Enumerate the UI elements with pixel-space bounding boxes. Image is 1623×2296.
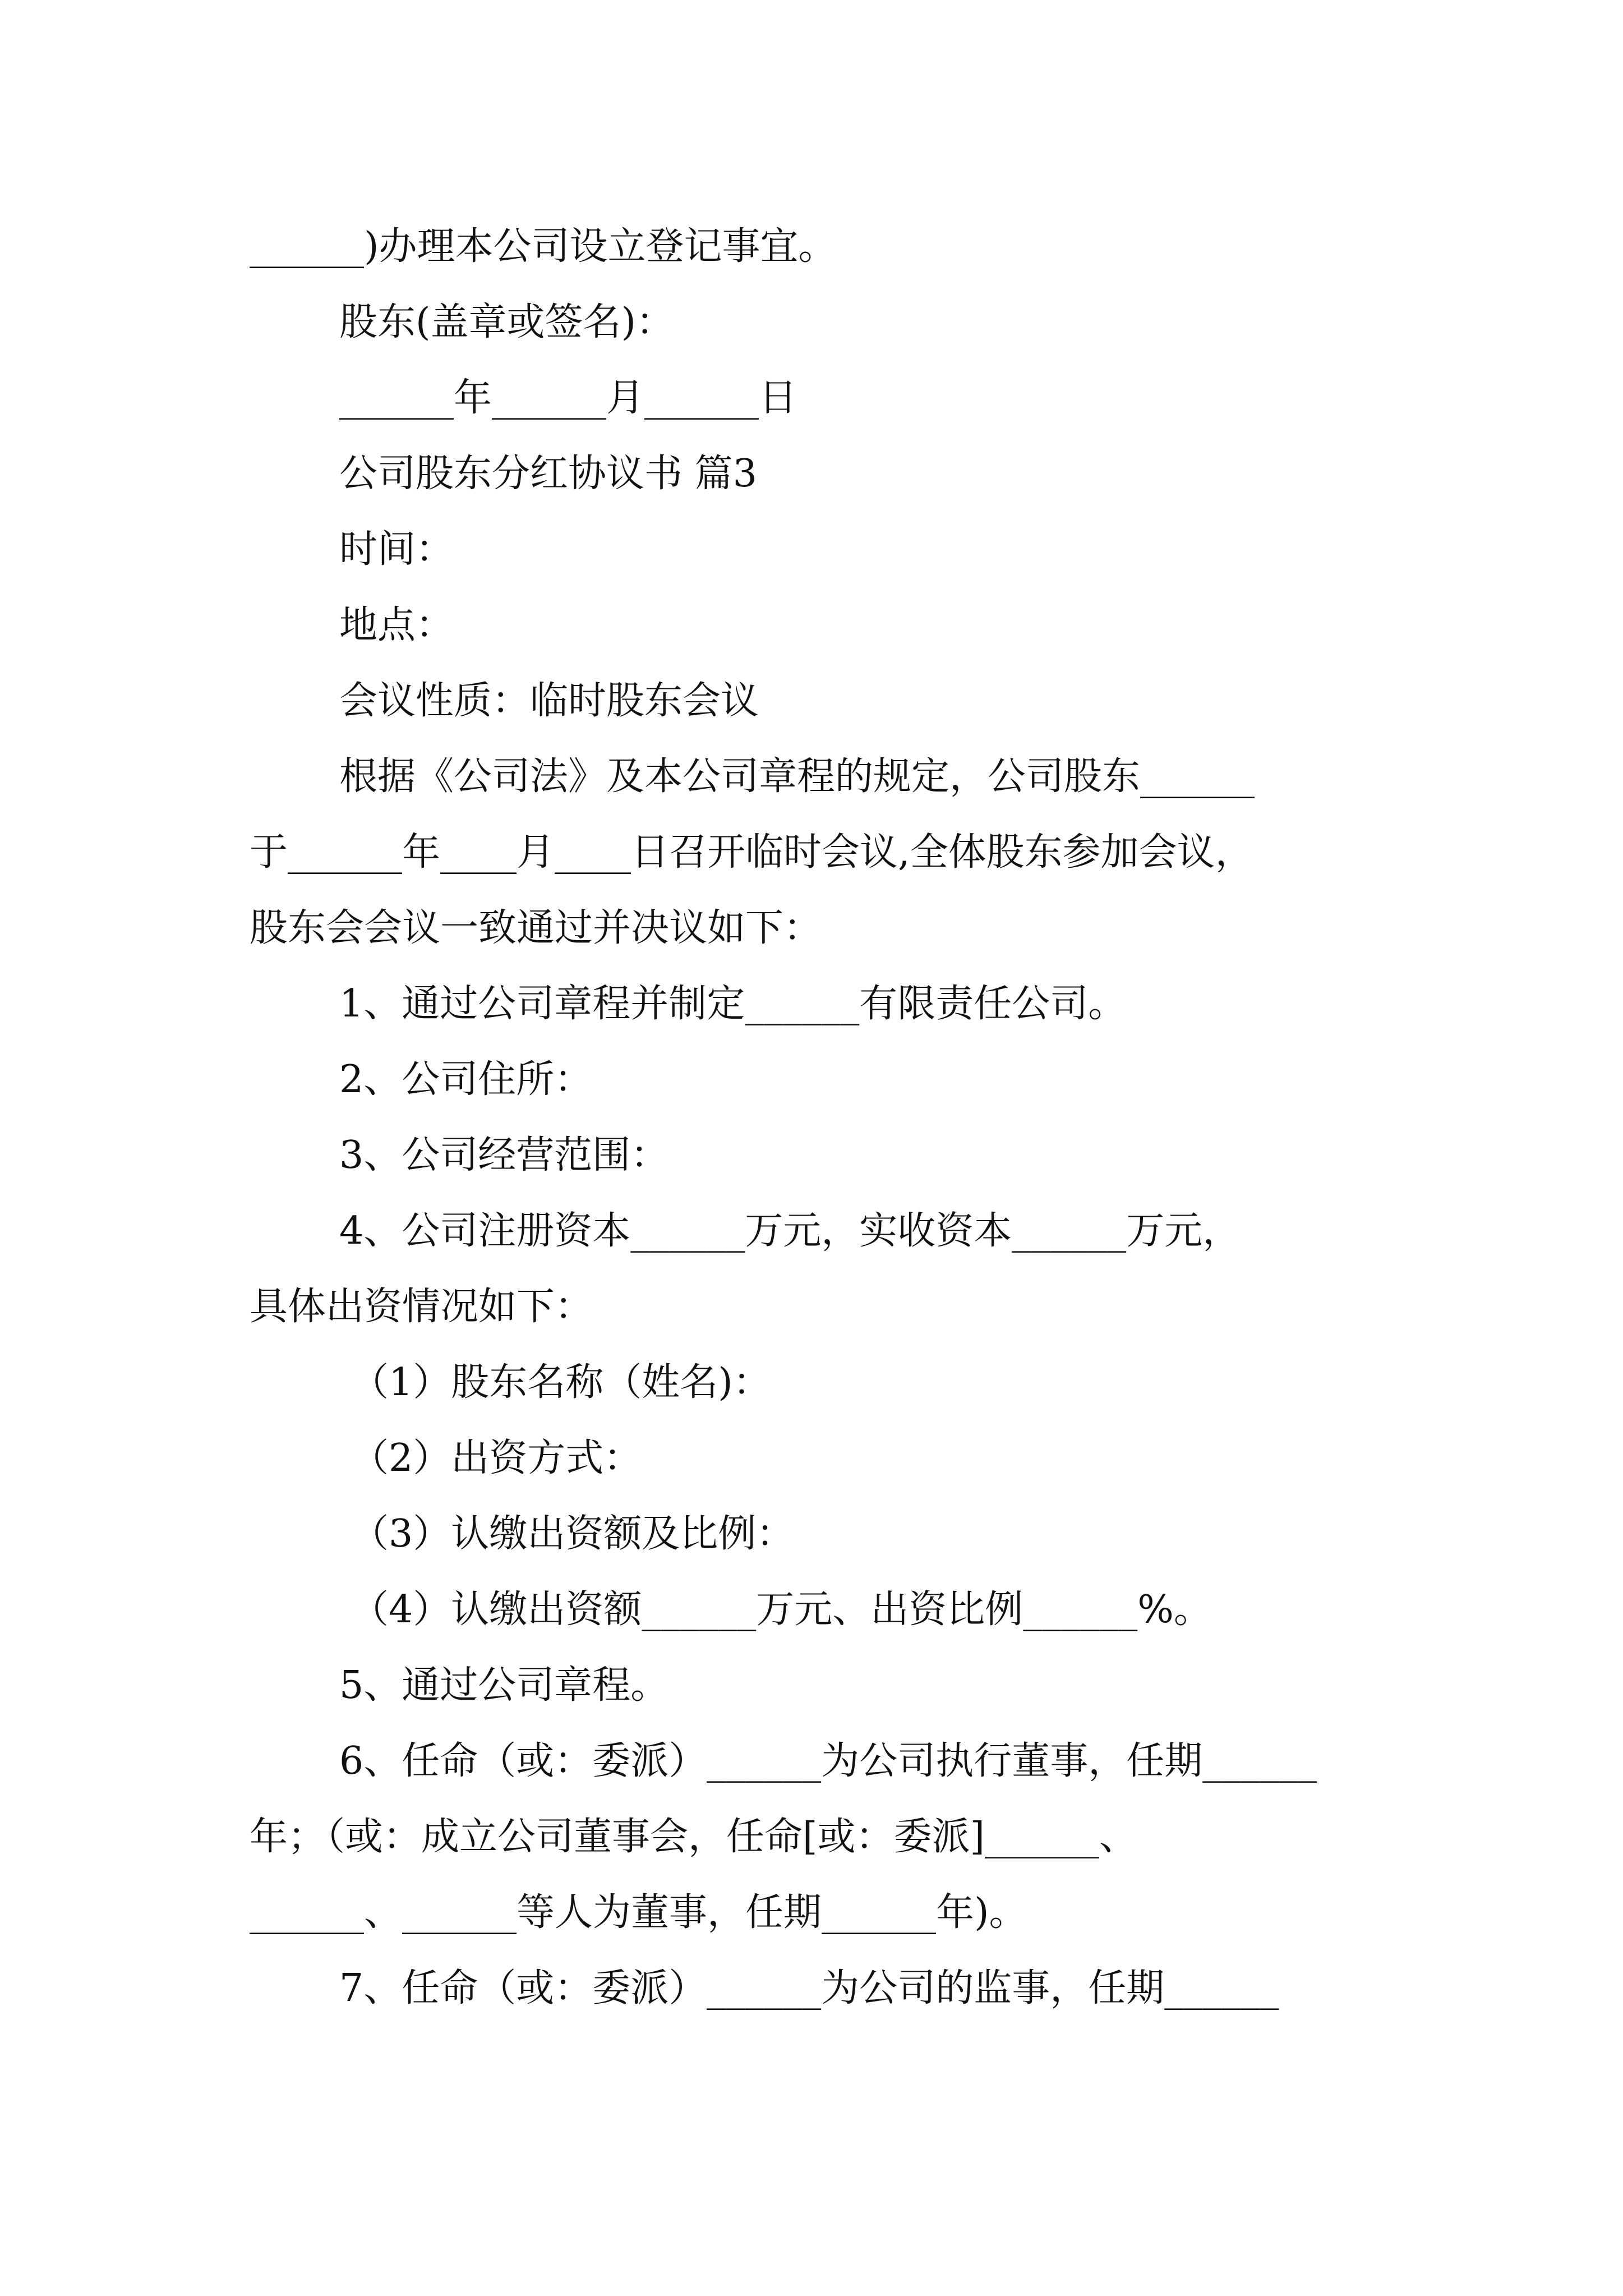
list-item-6: 6、任命（或：委派）______为公司执行董事，任期______ [339, 1739, 1317, 1783]
text-line-time: 时间： [339, 527, 454, 572]
list-item-4-continued: 具体出资情况如下： [250, 1285, 593, 1329]
text-line-9: 于______年____月____日召开临时会议,全体股东参加会议， [250, 830, 1253, 875]
list-item-7: 7、任命（或：委派）______为公司的监事，任期______ [339, 1966, 1279, 2010]
text-line-10: 股东会会议一致通过并决议如下： [250, 906, 822, 950]
sub-item-4: （4）认缴出资额______万元、出资比例______%。 [351, 1588, 1212, 1632]
list-item-2: 2、公司住所： [339, 1057, 593, 1102]
text-line-meeting-nature: 会议性质：临时股东会议 [339, 679, 759, 723]
sub-item-3: （3）认缴出资额及比例： [351, 1512, 795, 1556]
text-line-1: ______)办理本公司设立登记事宜。 [250, 224, 837, 269]
text-line-8: 根据《公司法》及本公司章程的规定，公司股东______ [339, 754, 1255, 799]
list-item-4: 4、公司注册资本______万元，实收资本______万元， [339, 1209, 1241, 1253]
text-line-place: 地点： [339, 603, 454, 647]
list-item-3: 3、公司经营范围： [339, 1133, 669, 1177]
section-title: 公司股东分红协议书 篇3 [339, 452, 757, 496]
list-item-6-continued-2: ______、______等人为董事，任期______年)。 [250, 1890, 1027, 1935]
sub-item-1: （1）股东名称（姓名)： [351, 1360, 771, 1405]
sub-item-2: （2）出资方式： [351, 1436, 642, 1480]
text-line-2: 股东(盖章或签名)： [339, 300, 675, 344]
text-line-3: ______年______月______日 [339, 376, 797, 420]
list-item-6-continued-1: 年；（或：成立公司董事会，任命[或：委派]______、 [250, 1815, 1138, 1859]
list-item-1: 1、通过公司章程并制定______有限责任公司。 [339, 982, 1127, 1026]
list-item-5: 5、通过公司章程。 [339, 1663, 669, 1708]
